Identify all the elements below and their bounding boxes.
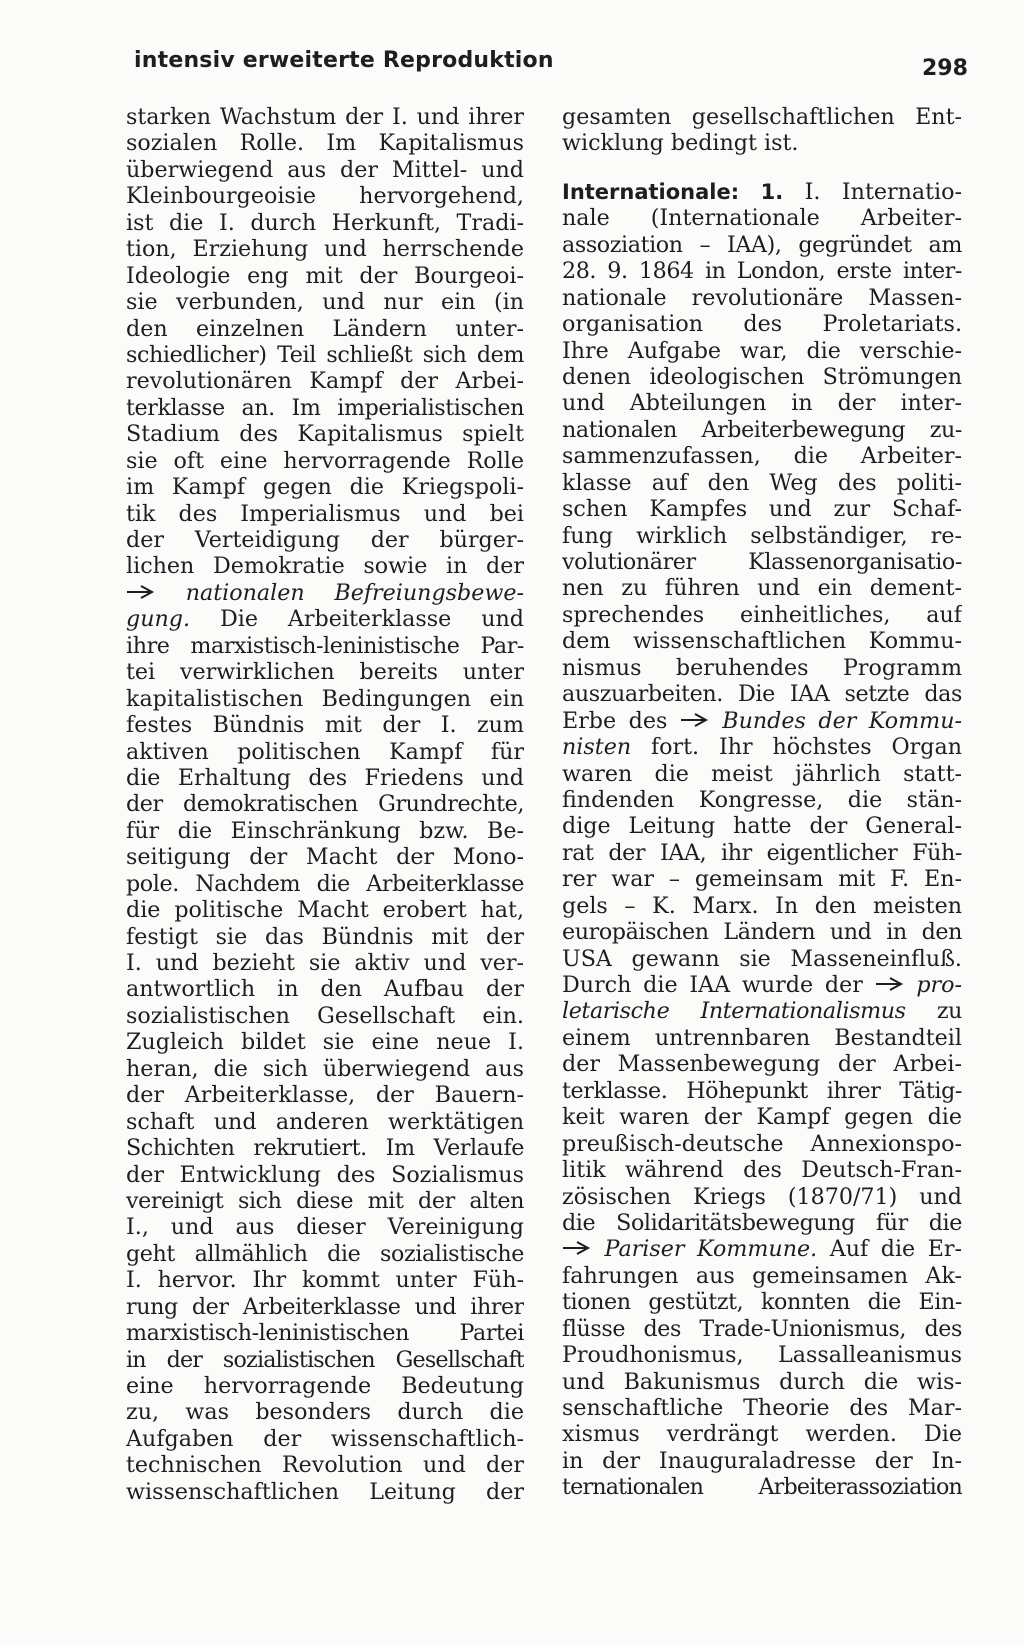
text-line: dige Leitung hatte der General- xyxy=(562,813,962,840)
cross-reference-link[interactable]: nisten xyxy=(562,734,632,761)
text-line: im Kampf gegen die Kriegspoli- xyxy=(126,474,524,501)
text-line: der Massenbewegung der Arbei- xyxy=(562,1051,962,1078)
text-line: terklasse an. Im imperialistischen xyxy=(126,394,524,421)
text-line: und Bakunismus durch die wis- xyxy=(562,1368,962,1395)
cross-reference-line xyxy=(562,708,962,734)
text-line: den einzelnen Ländern unter- xyxy=(126,315,524,342)
text-line: schiedlicher) Teil schließt sich dem xyxy=(126,341,524,368)
text-line: einem untrennbaren Bestandteil xyxy=(562,1024,962,1051)
text-line: tionen gestützt, konnten die Ein- xyxy=(562,1289,962,1316)
left-column xyxy=(126,104,524,1505)
text-line: dem wissenschaftlichen Kommu- xyxy=(562,628,962,655)
text-line: I. und bezieht sie aktiv und ver- xyxy=(126,950,524,976)
cross-reference-line xyxy=(562,972,962,998)
text-line: schaft und anderen werktätigen xyxy=(126,1108,524,1135)
text-line: nationale revolutionäre Massen- xyxy=(562,284,962,311)
text-line: nale (Internationale Arbeiter- xyxy=(562,205,962,232)
cross-reference-arrow-icon xyxy=(680,713,710,727)
text-line: der demokratischen Grundrechte, xyxy=(126,791,524,818)
text-line: schen Kampfes und zur Schaf- xyxy=(562,496,962,523)
text-line: gels – K. Marx. In den meisten xyxy=(562,892,962,919)
text-line: 28. 9. 1864 in London, erste inter- xyxy=(562,258,962,285)
text-line: rer war – gemeinsam mit F. En- xyxy=(562,866,962,893)
paragraph-gap xyxy=(562,157,962,179)
text-line: die politische Macht erobert hat, xyxy=(126,897,524,924)
cross-reference-link[interactable]: letarische Internationalismus xyxy=(562,998,906,1025)
text-line: tei verwirklichen bereits unter xyxy=(126,659,524,686)
text-line: gesamten gesellschaftlichen Ent- xyxy=(562,104,962,130)
text-line: fahrungen aus gemeinsamen Ak- xyxy=(562,1262,962,1289)
text-line: senschaftliche Theorie des Mar- xyxy=(562,1395,962,1421)
text-line: in der Inauguraladresse der In- xyxy=(562,1447,962,1474)
text-line: Stadium des Kapitalismus spielt xyxy=(126,421,524,448)
text-line: sammenzufassen, die Arbeiter- xyxy=(562,443,962,470)
text-line: rung der Arbeiterklasse und ihrer xyxy=(126,1293,524,1320)
text-line: der Arbeiterklasse, der Bauern- xyxy=(126,1082,524,1109)
text-line: tion, Erziehung und herrschende xyxy=(126,236,524,263)
text-line: xismus verdrängt werden. Die xyxy=(562,1421,962,1448)
cross-reference-line xyxy=(562,1236,962,1262)
text-line: tik des Imperialismus und bei xyxy=(126,500,524,527)
text-fragment: Durch die IAA wurde der xyxy=(562,972,875,998)
text-fragment: zu xyxy=(905,998,962,1025)
text-line: europäischen Ländern und in den xyxy=(562,919,962,946)
text-line: und Abteilungen in der inter- xyxy=(562,390,962,417)
text-fragment: Erbe des xyxy=(562,707,680,734)
entry-number: 1. xyxy=(760,179,784,204)
text-line: aktiven politischen Kampf für xyxy=(126,738,524,765)
text-line: sprechendes einheitliches, auf xyxy=(562,601,962,628)
text-line: festes Bündnis mit der I. zum xyxy=(126,712,524,739)
text-line: geht allmählich die sozialistische xyxy=(126,1240,524,1267)
cross-reference-arrow-icon xyxy=(875,977,905,991)
text-line: flüsse des Trade-Unionismus, des xyxy=(562,1315,962,1342)
text-line: zu, was besonders durch die xyxy=(126,1399,524,1426)
header-title: intensiv erweiterte Reproduktion xyxy=(134,48,554,73)
text-line: denen ideologischen Strömungen xyxy=(562,363,962,390)
text-line: vereinigt sich diese mit der alten xyxy=(126,1187,524,1214)
text-line: ternationalen Arbeiterassoziation xyxy=(562,1474,962,1501)
text-line: I. hervor. Ihr kommt unter Füh- xyxy=(126,1267,524,1294)
text-line: Aufgaben der wissenschaftlich- xyxy=(126,1425,524,1452)
text-line: antwortlich in den Aufbau der xyxy=(126,976,524,1003)
text-line: findenden Kongresse, die stän- xyxy=(562,786,962,813)
text-line: Zugleich bildet sie eine neue I. xyxy=(126,1029,524,1056)
text-line: sie oft eine hervorragende Rolle xyxy=(126,447,524,474)
cross-reference-link[interactable]: Pariser Kommune. xyxy=(604,1236,818,1263)
text-line: Ihre Aufgabe war, die verschie- xyxy=(562,337,962,364)
text-line: nationalen Arbeiterbewegung zu- xyxy=(562,416,962,443)
text-line: für die Einschränkung bzw. Be- xyxy=(126,817,524,844)
right-column xyxy=(562,104,962,1501)
text-line: Schichten rekrutiert. Im Verlaufe xyxy=(126,1135,524,1162)
text-line: marxistisch-leninistischen Partei xyxy=(126,1320,524,1347)
text-line: der Verteidigung der bürger- xyxy=(126,527,524,553)
text-fragment: Die Arbeiterklasse und xyxy=(190,606,524,633)
text-line: USA gewann sie Masseneinfluß. xyxy=(562,945,962,972)
page-number: 298 xyxy=(922,56,968,81)
text-line: die Erhaltung des Friedens und xyxy=(126,764,524,791)
text-line: volutionärer Klassenorganisatio- xyxy=(562,549,962,575)
text-line: heran, die sich überwiegend aus xyxy=(126,1055,524,1082)
text-line: nismus beruhendes Programm xyxy=(562,654,962,681)
text-line: wissenschaftlichen Leitung der xyxy=(126,1478,524,1505)
text-line: fung wirklich selbständiger, re- xyxy=(562,522,962,549)
entry-term: Internationale: xyxy=(562,179,740,204)
text-line: terklasse. Höhepunkt ihrer Tätig- xyxy=(562,1077,962,1104)
text-line: preußisch-deutsche Annexionspo- xyxy=(562,1130,962,1157)
text-line: lichen Demokratie sowie in der xyxy=(126,553,524,580)
text-line: ihre marxistisch-leninistische Par- xyxy=(126,632,524,659)
text-line: Kleinbourgeoisie hervorgehend, xyxy=(126,183,524,210)
cross-reference-link[interactable]: gung. xyxy=(126,606,191,633)
text-line: der Entwicklung des Sozialismus xyxy=(126,1161,524,1188)
text-line: wicklung bedingt ist. xyxy=(562,130,799,157)
cross-reference-arrow-icon xyxy=(126,585,156,599)
text-line: waren die meist jährlich statt- xyxy=(562,760,962,787)
text-line xyxy=(562,998,962,1024)
text-line: sozialistischen Gesellschaft ein. xyxy=(126,1002,524,1029)
text-line: technischen Revolution und der xyxy=(126,1452,524,1479)
text-line: seitigung der Macht der Mono- xyxy=(126,844,524,871)
text-fragment: Auf die Er- xyxy=(817,1236,962,1263)
cross-reference-arrow-icon xyxy=(562,1241,592,1255)
text-line: zösischen Kriegs (1870/71) und xyxy=(562,1183,962,1210)
text-line: die Solidaritätsbewegung für die xyxy=(562,1209,962,1236)
text-line: sozialen Rolle. Im Kapitalismus xyxy=(126,130,524,157)
entry-heading-line xyxy=(562,179,962,205)
text-line: organisation des Proletariats. xyxy=(562,311,962,338)
text-fragment: I. Internatio- xyxy=(804,178,962,205)
text-line: in der sozialistischen Gesellschaft xyxy=(126,1346,524,1373)
text-line: revolutionären Kampf der Arbei- xyxy=(126,368,524,395)
text-line: auszuarbeiten. Die IAA setzte das xyxy=(562,681,962,708)
text-line: Proudhonismus, Lassalleanismus xyxy=(562,1342,962,1369)
text-line: I., und aus dieser Vereinigung xyxy=(126,1214,524,1241)
text-line: kapitalistischen Bedingungen ein xyxy=(126,685,524,712)
text-line: überwiegend aus der Mittel- und xyxy=(126,156,524,183)
text-line: keit waren der Kampf gegen die xyxy=(562,1104,962,1131)
cross-reference-link[interactable]: pro- xyxy=(916,972,962,998)
text-line: starken Wachstum der I. und ihrer xyxy=(126,104,524,130)
text-line: pole. Nachdem die Arbeiterklasse xyxy=(126,870,524,897)
text-line: sie verbunden, und nur ein (in xyxy=(126,289,524,316)
text-line: litik während des Deutsch-Fran- xyxy=(562,1157,962,1184)
cross-reference-line xyxy=(126,580,524,606)
text-line: rat der IAA, ihr eigentlicher Füh- xyxy=(562,839,962,866)
text-line: assoziation – IAA), gegründet am xyxy=(562,231,962,258)
text-line: Ideologie eng mit der Bourgeoi- xyxy=(126,262,524,289)
text-fragment: fort. Ihr höchstes Organ xyxy=(631,734,962,761)
text-line xyxy=(126,606,524,632)
text-line: eine hervorragende Bedeutung xyxy=(126,1373,524,1399)
text-line xyxy=(562,734,962,760)
text-line: festigt sie das Bündnis mit der xyxy=(126,923,524,950)
text-line: ist die I. durch Herkunft, Tradi- xyxy=(126,209,524,236)
text-line: klasse auf den Weg des politi- xyxy=(562,469,962,496)
cross-reference-link[interactable]: nationalen Befreiungsbewe- xyxy=(185,579,524,606)
text-line: nen zu führen und ein dement- xyxy=(562,575,962,602)
cross-reference-link[interactable]: Bundes der Kommu- xyxy=(722,707,962,734)
